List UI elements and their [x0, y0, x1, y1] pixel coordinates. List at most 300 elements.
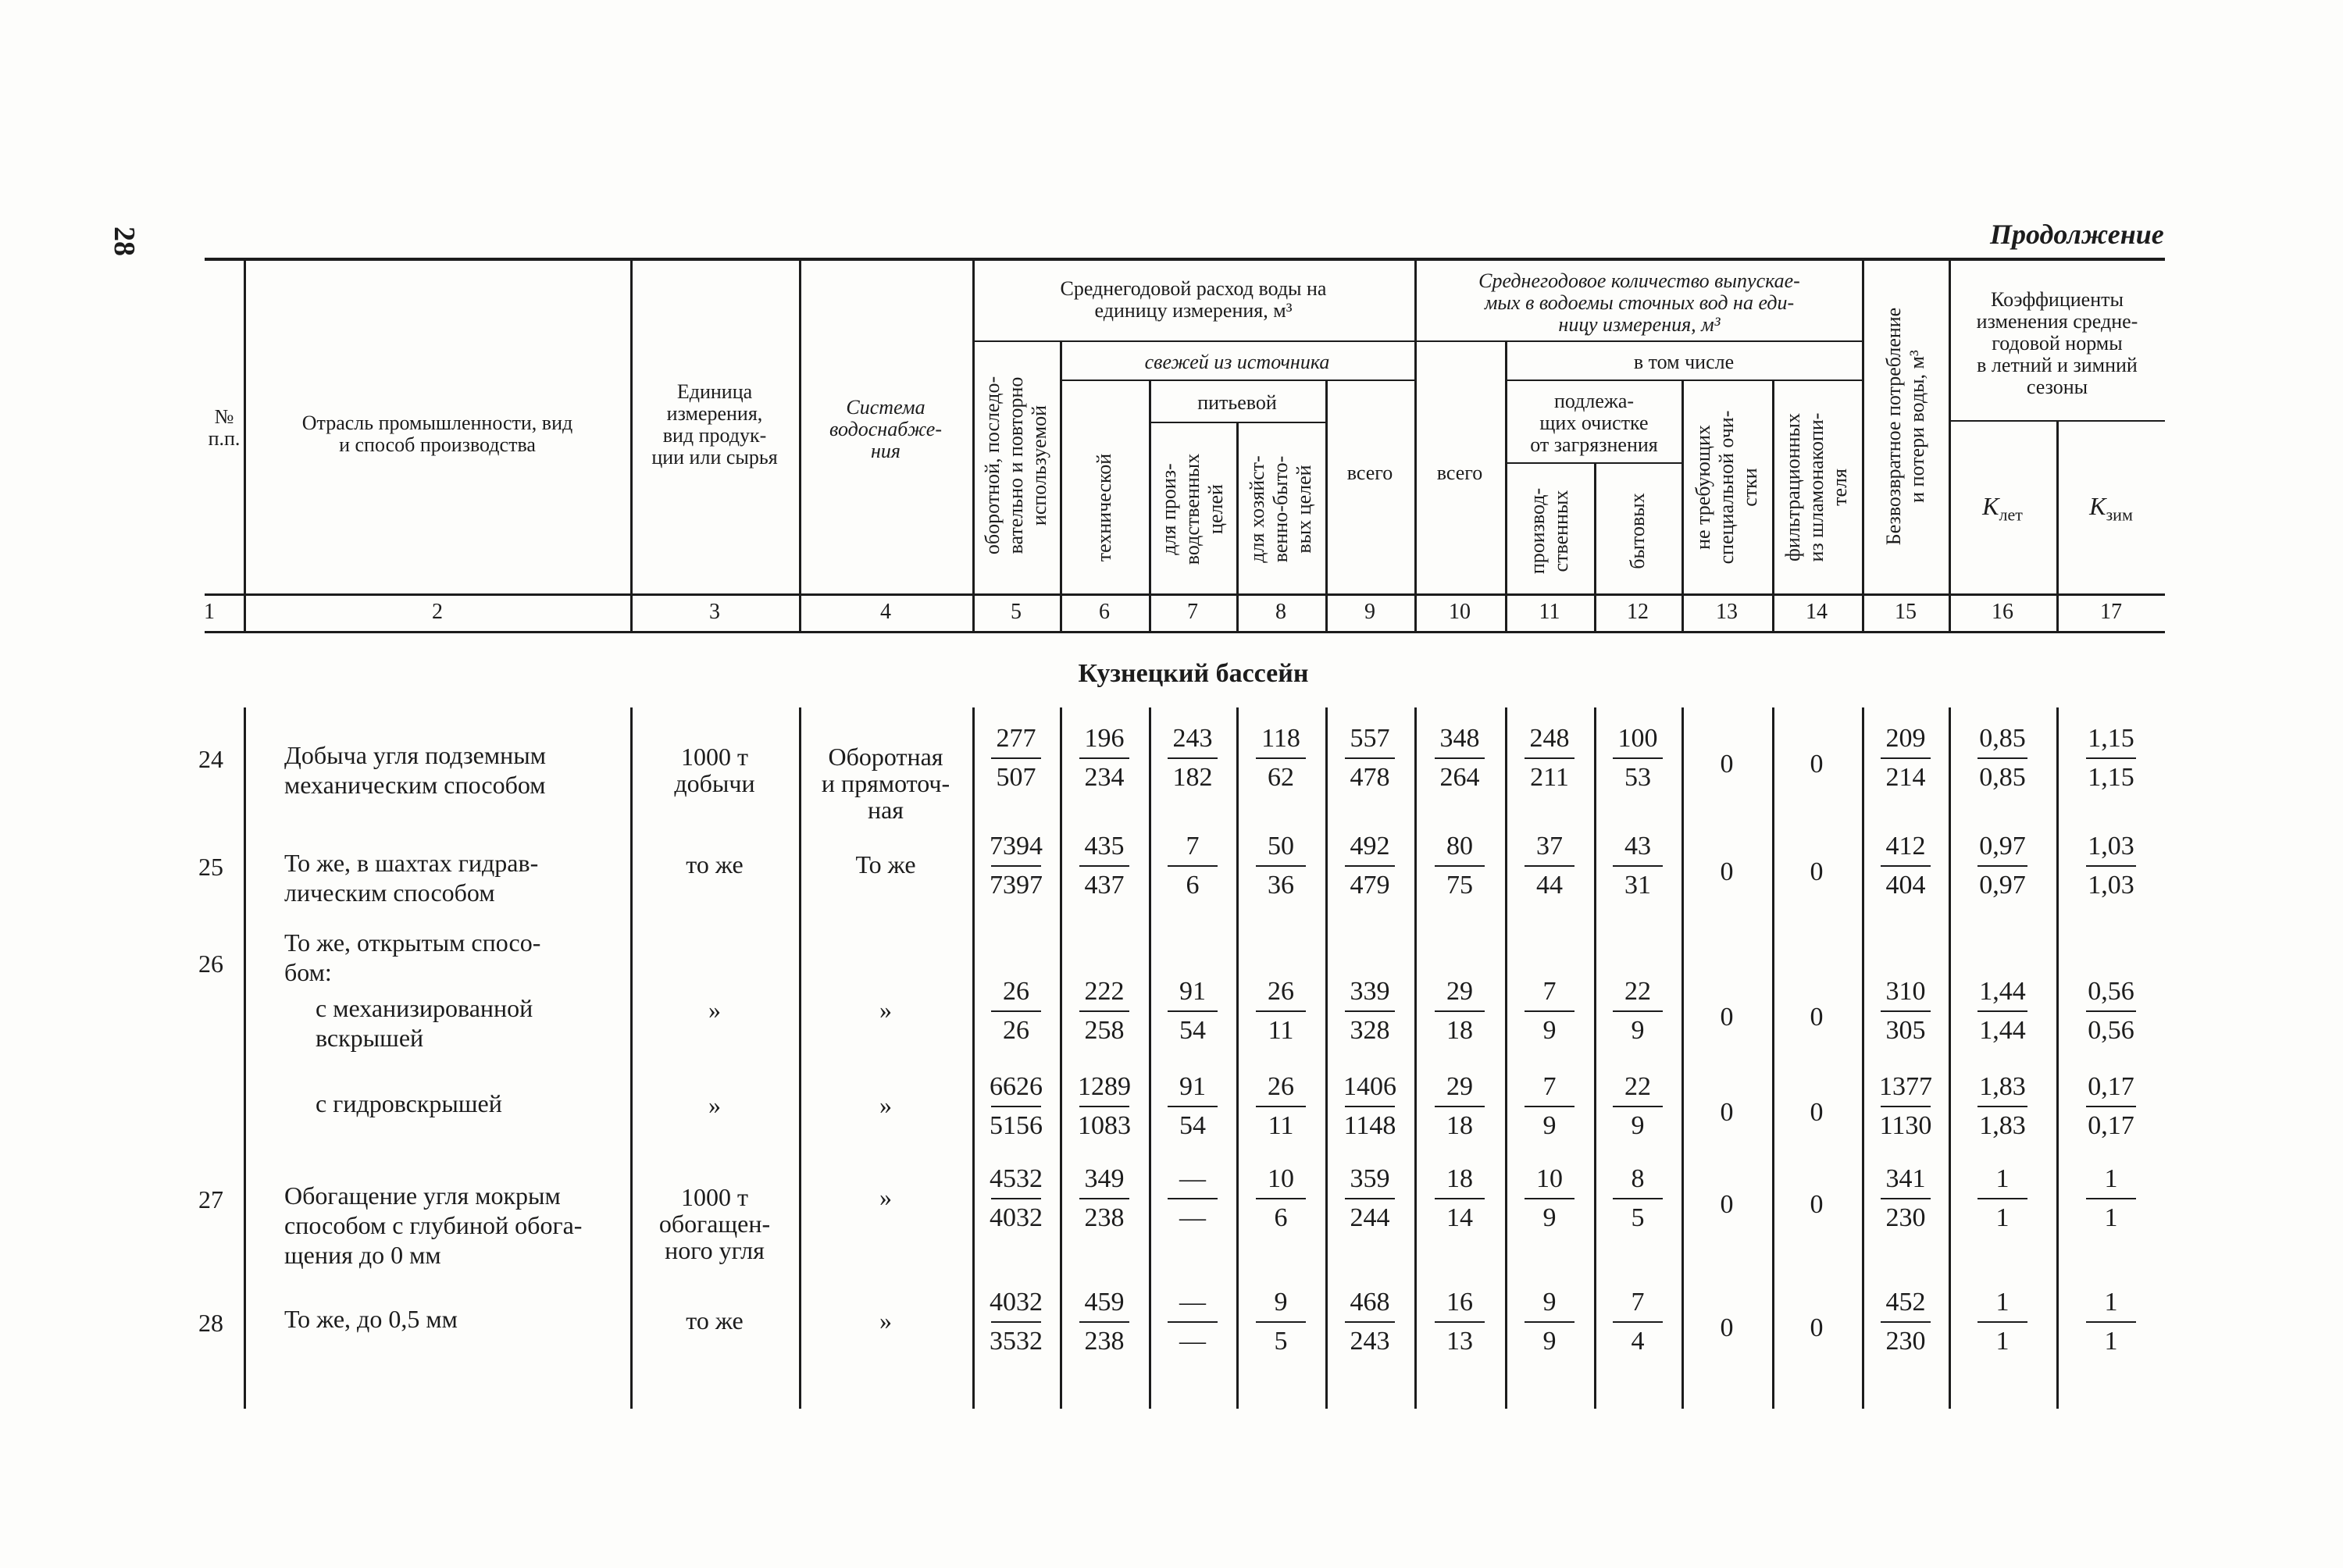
numerator: 339 [1350, 977, 1390, 1006]
fraction-bar [2086, 1106, 2136, 1107]
numerator: 43 [1624, 832, 1651, 861]
fraction-cell [977, 723, 1055, 793]
numerator: 7 [1186, 832, 1200, 861]
fraction-cell [1599, 1071, 1677, 1142]
fraction-cell [2072, 1071, 2150, 1142]
hdr-vline [799, 259, 801, 631]
column-number: 8 [1275, 600, 1286, 624]
row-number: 25 [198, 853, 223, 881]
fraction-bar [2086, 1321, 2136, 1323]
hdr-vline [1681, 380, 1684, 631]
denominator: 9 [1542, 1016, 1557, 1045]
denominator: 4 [1631, 1327, 1645, 1356]
denominator: 9 [1542, 1327, 1557, 1356]
fraction-cell [2072, 723, 2150, 793]
numerator: 8 [1631, 1164, 1645, 1193]
denominator: 1 [1995, 1203, 2010, 1232]
denominator: 0,85 [1979, 763, 2026, 792]
fraction-bar [1881, 1106, 1931, 1107]
body-vline [1949, 707, 1951, 1409]
denominator: 305 [1885, 1016, 1926, 1045]
denominator: 0,17 [2088, 1111, 2134, 1140]
denominator: 238 [1084, 1327, 1125, 1356]
row-description: Обогащение угля мокрым способом с глубиной обога- щения до 0 мм [284, 1181, 583, 1269]
numerator: 248 [1529, 724, 1570, 753]
denominator: 18 [1446, 1016, 1473, 1045]
fraction-bar [991, 1321, 1041, 1323]
numerator: 91 [1179, 977, 1206, 1006]
numerator: 0,56 [2088, 977, 2134, 1006]
fraction-bar [1168, 1106, 1218, 1107]
numerator: 452 [1885, 1288, 1926, 1317]
hdr-vline [1060, 340, 1062, 631]
fraction-cell [1867, 831, 1945, 901]
single-value-cell: 0 [1810, 1190, 1824, 1219]
numerator: 4532 [990, 1164, 1043, 1193]
single-value-cell: 0 [1810, 1003, 1824, 1032]
fraction-bar [1977, 757, 2027, 759]
fraction-bar [1345, 1010, 1395, 1012]
column-number: 12 [1627, 600, 1649, 624]
fraction-bar [1977, 1198, 2027, 1199]
denominator: 437 [1084, 871, 1125, 900]
fraction-cell [1867, 1287, 1945, 1357]
numerator: 557 [1350, 724, 1390, 753]
numerator: 16 [1446, 1288, 1473, 1317]
denominator: 1 [2104, 1203, 2118, 1232]
fraction-cell [1510, 1071, 1589, 1142]
fraction-cell [1867, 723, 1945, 793]
row-description: с гидровскрышей [316, 1089, 502, 1117]
fraction-bar [1079, 1198, 1129, 1199]
column-number: 6 [1099, 600, 1110, 624]
fraction-cell [1154, 976, 1232, 1046]
column-number: 17 [2100, 600, 2122, 624]
numerator: 7394 [990, 832, 1043, 861]
denominator: 6 [1186, 871, 1200, 900]
row-unit: » [708, 1091, 721, 1119]
hdr-vline [1414, 259, 1417, 631]
fraction-bar [1613, 1010, 1663, 1012]
fraction-cell [977, 1071, 1055, 1142]
body-vline [244, 707, 246, 1409]
body-vline [1236, 707, 1239, 1409]
numerator: 359 [1350, 1164, 1390, 1193]
fraction-cell [1331, 723, 1409, 793]
column-number: 14 [1806, 600, 1828, 624]
continuation-label: Продолжение [1990, 219, 2164, 250]
rule-consumption [974, 340, 1415, 342]
denominator: 238 [1084, 1203, 1125, 1232]
fraction-bar [2086, 757, 2136, 759]
fraction-cell [1242, 831, 1320, 901]
fraction-bar [1977, 1106, 2027, 1107]
fraction-cell [1065, 1164, 1143, 1234]
body-vline [1414, 707, 1417, 1409]
fraction-bar [1345, 1198, 1395, 1199]
fraction-bar [1256, 1198, 1306, 1199]
numerator: 243 [1172, 724, 1213, 753]
fraction-bar [1525, 757, 1574, 759]
fraction-bar [1256, 757, 1306, 759]
hdr-vline [1772, 380, 1774, 631]
denominator: 1,83 [1979, 1111, 2026, 1140]
fraction-bar [1079, 1010, 1129, 1012]
denominator: 264 [1439, 763, 1480, 792]
header-system: Система водоснабже- ния [829, 396, 942, 462]
header-consumption-group: Среднегодовой расход воды на единицу измерения, м³ [1060, 277, 1327, 322]
rule-including [1507, 380, 1863, 381]
fraction-bar [1881, 865, 1931, 867]
denominator: 7397 [990, 871, 1043, 900]
denominator: 14 [1446, 1203, 1473, 1232]
row-system: » [879, 1091, 892, 1119]
denominator: 3532 [990, 1327, 1043, 1356]
numerator: 22 [1624, 977, 1651, 1006]
header-coef-group: Коэффициенты изменения средне- годовой нормы в летний и зимний сезоны [1976, 288, 2138, 398]
row-unit: то же [686, 1306, 744, 1335]
fraction-bar [991, 1010, 1041, 1012]
fraction-cell [1065, 831, 1143, 901]
fraction-bar [1168, 757, 1218, 759]
fraction-cell [1599, 831, 1677, 901]
header-no-treatment: не требующих специальной очи- стки [1692, 410, 1761, 565]
denominator: 214 [1885, 763, 1926, 792]
header-drinking-house: для хозяйст- венно-быто- вых целей [1246, 455, 1315, 563]
fraction-bar [1256, 1321, 1306, 1323]
numerator: 18 [1446, 1164, 1473, 1193]
single-value-cell: 0 [1720, 857, 1734, 886]
numerator: 37 [1536, 832, 1563, 861]
body-vline [2056, 707, 2059, 1409]
fraction-cell [1421, 831, 1499, 901]
body-vline [1594, 707, 1596, 1409]
numerator: 29 [1446, 977, 1473, 1006]
denominator: 478 [1350, 763, 1390, 792]
hdr-vline [1149, 380, 1151, 631]
numerator: 1289 [1078, 1072, 1131, 1101]
hdr-vline [1236, 422, 1239, 631]
numerator: 341 [1885, 1164, 1926, 1193]
numerator: 435 [1084, 832, 1125, 861]
denominator: — [1179, 1203, 1206, 1232]
denominator: 404 [1885, 871, 1926, 900]
fraction-bar [1613, 1321, 1663, 1323]
fraction-bar [1613, 1198, 1663, 1199]
denominator: 9 [1542, 1203, 1557, 1232]
denominator: 230 [1885, 1203, 1926, 1232]
fraction-bar [1881, 1010, 1931, 1012]
fraction-bar [991, 1198, 1041, 1199]
fraction-cell [1421, 1071, 1499, 1142]
header-k-winter: $K_{зим}$ [2089, 492, 2133, 525]
denominator: 1,44 [1979, 1016, 2026, 1045]
header-domestic: бытовых [1626, 493, 1649, 569]
hdr-vline [1505, 340, 1507, 631]
hdr-vline [244, 259, 246, 631]
body-vline [1681, 707, 1684, 1409]
fraction-bar [1256, 865, 1306, 867]
fraction-bar [991, 865, 1041, 867]
row-number: 27 [198, 1185, 223, 1213]
fraction-bar [1079, 757, 1129, 759]
body-vline [1325, 707, 1328, 1409]
fraction-bar [991, 757, 1041, 759]
fraction-bar [1168, 1010, 1218, 1012]
fraction-cell [1331, 1164, 1409, 1234]
numerator: 7 [1542, 977, 1557, 1006]
denominator: 1130 [1879, 1111, 1932, 1140]
fraction-cell [1154, 1164, 1232, 1234]
fraction-cell [2072, 1164, 2150, 1234]
hdr-vline [2056, 420, 2059, 631]
fraction-bar [1525, 865, 1574, 867]
fraction-bar [1881, 1321, 1931, 1323]
column-number: 5 [1011, 600, 1022, 624]
fraction-cell [1599, 976, 1677, 1046]
numerator: 310 [1885, 977, 1926, 1006]
rule-discharge [1416, 340, 1863, 342]
numerator: 1,15 [2088, 724, 2134, 753]
denominator: 62 [1268, 763, 1294, 792]
single-value-cell: 0 [1720, 750, 1734, 779]
fraction-cell [1242, 723, 1320, 793]
fraction-cell [1242, 1071, 1320, 1142]
fraction-cell [1154, 831, 1232, 901]
fraction-cell [1963, 1164, 2042, 1234]
row-number: 28 [198, 1309, 223, 1337]
fraction-cell [1421, 976, 1499, 1046]
fraction-cell [1867, 976, 1945, 1046]
numerator: 22 [1624, 1072, 1651, 1101]
numerator: 80 [1446, 832, 1473, 861]
body-vline [1060, 707, 1062, 1409]
hdr-vline [972, 259, 975, 631]
row-description: То же, открытым спосо- бом: [284, 928, 541, 986]
fraction-cell [1510, 831, 1589, 901]
body-vline [1149, 707, 1151, 1409]
numerator: 349 [1084, 1164, 1125, 1193]
fraction-bar [1435, 1198, 1485, 1199]
fraction-cell [1065, 1287, 1143, 1357]
row-unit: то же [686, 850, 744, 878]
body-vline [799, 707, 801, 1409]
fraction-bar [1168, 1321, 1218, 1323]
fraction-cell [1331, 1287, 1409, 1357]
body-vline [1772, 707, 1774, 1409]
denominator: 1083 [1078, 1111, 1131, 1140]
denominator: 11 [1268, 1016, 1294, 1045]
numerator: 209 [1885, 724, 1926, 753]
fraction-cell [1242, 1164, 1320, 1234]
header-industrial: производ- ственных [1526, 487, 1572, 575]
header-recycled: оборотной, последо- вательно и повторно используемой [981, 376, 1050, 555]
section-title: Кузнецкий бассейн [1078, 659, 1309, 688]
fraction-bar [1435, 1321, 1485, 1323]
body-vline [1862, 707, 1864, 1409]
fraction-bar [1079, 1106, 1129, 1107]
fraction-bar [1345, 1321, 1395, 1323]
fraction-cell [977, 1287, 1055, 1357]
denominator: 211 [1530, 763, 1569, 792]
column-number: 16 [1992, 600, 2013, 624]
fraction-bar [1435, 1010, 1485, 1012]
denominator: 479 [1350, 871, 1390, 900]
denominator: 44 [1536, 871, 1563, 900]
fraction-bar [2086, 1010, 2136, 1012]
header-num: № п.п. [208, 405, 241, 450]
header-drinking-prod: для произ- водственных целей [1157, 453, 1227, 565]
denominator: 4032 [990, 1203, 1043, 1232]
header-unit: Единица измерения, вид продук- ции или сырья [651, 380, 778, 469]
fraction-cell [1599, 1164, 1677, 1234]
row-number: 26 [198, 950, 223, 978]
numerator: — [1179, 1288, 1206, 1317]
fraction-cell [1599, 1287, 1677, 1357]
column-number: 1 [204, 600, 215, 624]
denominator: 244 [1350, 1203, 1390, 1232]
single-value-cell: 0 [1720, 1190, 1734, 1219]
fraction-cell [1963, 1287, 2042, 1357]
fraction-bar [1525, 1010, 1574, 1012]
row-system: То же [855, 850, 916, 878]
denominator: 9 [1631, 1111, 1645, 1140]
numerator: 1 [1995, 1288, 2010, 1317]
denominator: 1 [2104, 1327, 2118, 1356]
numerator: 196 [1084, 724, 1125, 753]
fraction-cell [1421, 1287, 1499, 1357]
fraction-bar [1079, 865, 1129, 867]
numerator: 6626 [990, 1072, 1043, 1101]
single-value-cell: 0 [1810, 1098, 1824, 1127]
fraction-cell [2072, 976, 2150, 1046]
table-top-rule [205, 258, 2165, 261]
fraction-bar [1977, 1321, 2027, 1323]
numerator: 50 [1268, 832, 1294, 861]
numerator: 26 [1268, 1072, 1294, 1101]
numerator: 91 [1179, 1072, 1206, 1101]
fraction-bar [1256, 1106, 1306, 1107]
rule-fresh [1061, 380, 1415, 381]
single-value-cell: 0 [1720, 1313, 1734, 1342]
header-drinking-group: питьевой [1197, 391, 1277, 414]
header-filtration: фильтрационных из шламонакопи- теля [1781, 412, 1851, 562]
fraction-bar [1977, 1010, 2027, 1012]
fraction-cell [2072, 1287, 2150, 1357]
column-number: 2 [432, 600, 443, 624]
fraction-cell [977, 1164, 1055, 1234]
column-number: 4 [880, 600, 891, 624]
fraction-cell [1421, 1164, 1499, 1234]
column-number: 7 [1187, 600, 1198, 624]
numerator: — [1179, 1164, 1206, 1193]
fraction-cell [977, 831, 1055, 901]
numerator: 1 [1995, 1164, 2010, 1193]
column-number: 3 [709, 600, 720, 624]
row-description: То же, до 0,5 мм [284, 1305, 458, 1333]
fraction-bar [1345, 1106, 1395, 1107]
denominator: 18 [1446, 1111, 1473, 1140]
fraction-cell [1065, 976, 1143, 1046]
numerator: 468 [1350, 1288, 1390, 1317]
fraction-cell [1510, 1287, 1589, 1357]
fraction-cell [1242, 1287, 1320, 1357]
denominator: 53 [1624, 763, 1651, 792]
row-description: с механизированной вскрышей [316, 994, 533, 1052]
column-number: 13 [1716, 600, 1738, 624]
denominator: 507 [996, 763, 1036, 792]
denominator: 36 [1268, 871, 1294, 900]
fraction-cell [1510, 1164, 1589, 1234]
numerator: 1406 [1343, 1072, 1396, 1101]
denominator: 31 [1624, 871, 1651, 900]
numerator: 26 [1003, 977, 1029, 1006]
numerator: 222 [1084, 977, 1125, 1006]
denominator: 5156 [990, 1111, 1043, 1140]
fraction-bar [1079, 1321, 1129, 1323]
numerator: 1,83 [1979, 1072, 2026, 1101]
fraction-bar [1435, 757, 1485, 759]
numerator: 0,97 [1979, 832, 2026, 861]
row-unit: 1000 т обогащен- ного угля [658, 1183, 771, 1264]
denominator: 1 [1995, 1327, 2010, 1356]
denominator: 230 [1885, 1327, 1926, 1356]
fraction-cell [1154, 723, 1232, 793]
numerator: 9 [1542, 1288, 1557, 1317]
denominator: 1148 [1343, 1111, 1396, 1140]
header-irrecoverable: Безвозвратное потребление и потери воды, м³ [1882, 307, 1928, 546]
fraction-bar [1613, 757, 1663, 759]
row-system: » [879, 1183, 892, 1211]
column-number: 9 [1364, 600, 1375, 624]
header-fresh-total: всего [1346, 461, 1393, 484]
fraction-cell [1065, 1071, 1143, 1142]
fraction-cell [1331, 976, 1409, 1046]
denominator: 328 [1350, 1016, 1390, 1045]
fraction-bar [1435, 1106, 1485, 1107]
fraction-cell [1154, 1071, 1232, 1142]
denominator: 1,15 [2088, 763, 2134, 792]
row-system: Оборотная и прямоточ- ная [821, 743, 950, 824]
denominator: 26 [1003, 1016, 1029, 1045]
body-vline [972, 707, 975, 1409]
header-including: в том числе [1633, 351, 1735, 373]
denominator: 75 [1446, 871, 1473, 900]
denominator: 13 [1446, 1327, 1473, 1356]
fraction-bar [1881, 757, 1931, 759]
fraction-bar [1345, 757, 1395, 759]
column-number: 10 [1449, 600, 1471, 624]
fraction-cell [1867, 1164, 1945, 1234]
numerator: 1 [2104, 1164, 2118, 1193]
fraction-bar [1525, 1321, 1574, 1323]
header-bottom-rule [205, 593, 2165, 596]
denominator: 234 [1084, 763, 1125, 792]
fraction-cell [1963, 723, 2042, 793]
numerator: 492 [1350, 832, 1390, 861]
single-value-cell: 0 [1810, 1313, 1824, 1342]
denominator: 0,97 [1979, 871, 2026, 900]
numerator: 100 [1617, 724, 1658, 753]
denominator: 5 [1631, 1203, 1645, 1232]
header-k-summer: $K_{лет}$ [1982, 492, 2023, 525]
hdr-vline [1862, 259, 1864, 631]
single-value-cell: 0 [1720, 1098, 1734, 1127]
fraction-cell [1599, 723, 1677, 793]
numerator: 9 [1274, 1288, 1288, 1317]
fraction-cell [1963, 831, 2042, 901]
denominator: 9 [1542, 1111, 1557, 1140]
